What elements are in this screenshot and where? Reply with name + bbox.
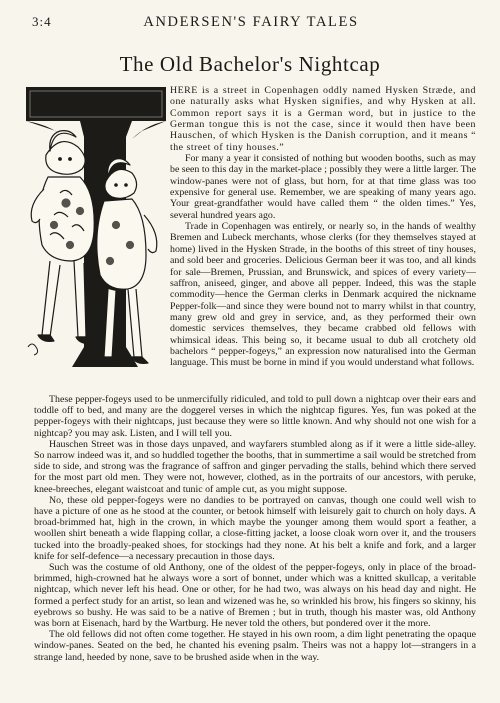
page-number: 3:4 (32, 14, 52, 29)
paragraph: The old fellows did not often come together. He stayed in his own room, a dim light penetrating the opaque window-panes. Seated on the bed, he chanted his evening psalm. Theirs was not a happy lot—strangers in a strange land, heeded by none, save to be brushed aside when in the way. (34, 629, 476, 663)
paragraph: Such was the costume of old Anthony, one of the oldest of the pepper-fogeys, only in place of the broad-brimmed, high-crowned hat he always wore a sort of bonnet, under which was a knitted skullcap, a veritable nightcap, which never left his head. One or other, for he had two, was always on his head day and night. He formed a perfect study for an artist, so lean and wizened was he, so wrinkled his brow, his fingers so skinny, his eyebrows so bushy. He was said to be a native of Bremen ; but in truth, though his master was, old Anthony was born at Eisenach, hard by the Wartburg. He never told the others, but pondered over it the more. (34, 562, 476, 630)
page-header (32, 14, 470, 36)
opening-paragraph: HERE is a street in Copenhagen oddly named Hysken Stræde, and one naturally asks what Hysken signifies, and why Hysken at all. Common report says it is a German word, but in justice to the German tongue this is not the case, since it would then have been Hauschen, of which Hysken is the Danish corruption, and it means “ the street of tiny houses.” (170, 85, 476, 153)
paragraph: Hauschen Street was in those days unpaved, and wayfarers stumbled along as if it were a little side-alley. So narrow indeed was it, and so huddled together the booths, that in summertime a sail would be stretched from side to side, and strong was the fragrance of saffron and ginger pervading the stalls, behind which there served for the most part old men. They were not, however, clothed, as in the portraits of our ancestors, with peruke, knee-breeches, elegant waistcoat and tunic of ample cut, as you might suppose. (34, 438, 476, 495)
paragraph: Trade in Copenhagen was entirely, or nearly so, in the hands of wealthy Bremen and Lubeck merchants, whose clerks (for they themselves stayed at home) lived in the Hysken Strade, in the booths of this street of tiny houses, and sold beer and groceries. Delicious German beer it was too, and all kinds for sale—Bremen, Prussian, and Brunswick, and spices of every variety—saffron, aniseed, ginger, and above all pepper. Indeed, this was the staple commodity—hence the German clerks in Denmark acquired the nickname Pepper-folk—and since they were bound not to marry whilst in that country, many grew old and grey in service, and, as they performed their own domestic services themselves, they became crabbed old fellows with whimsical ideas. This being so, it became usual to dub all crotchety old bachelors “ pepper-fogeys,” an expression now naturalised into the German language. This must be borne in mind if you would understand what follows. (170, 221, 476, 369)
running-head: ANDERSEN'S FAIRY TALES (143, 14, 359, 30)
story-title: The Old Bachelor's Nightcap (119, 52, 381, 76)
column-text (170, 85, 476, 369)
full-width-text (34, 394, 476, 663)
drop-cap-illustration (20, 85, 168, 385)
paragraph: These pepper-fogeys used to be unmercifully ridiculed, and told to pull down a nightcap over their ears and toddle off to bed, and many are the doggerel verses in which the nightcap figures. Yes, fun was poked at the pepper-fogeys with their nightcaps, just because they were so little known. And why should not one wish for a nightcap? you may ask. Listen, and I will tell you. (34, 394, 476, 439)
signature-mark (28, 344, 38, 355)
paragraph: For many a year it consisted of nothing but wooden booths, such as may be seen to this day in the market-place ; possibly they were a little larger. The window-panes were not of glass, but horn, for at that time glass was too expensive for general use. Remember, we are speaking of many years ago. Your great-grandfather would have called them “ the olden times.” Yes, several hundred years ago. (170, 153, 476, 221)
paragraph: No, these old pepper-fogeys were no dandies to be portrayed on canvas, though one could well wish to have a picture of one as he stood at the counter, or betook himself with leisurely gait to church on holy days. A broad-brimmed hat, high in the crown, in which maybe the younger among them would sport a feather, a woollen shirt beneath a wide flapping collar, a close-fitting jacket, a loose cloak worn over it, and the trousers tucked into the broadly-peaked shoes, for stockings had they none. At his belt a knife and fork, and a larger knife for self-defence—a necessary precaution in those days. (34, 494, 476, 562)
